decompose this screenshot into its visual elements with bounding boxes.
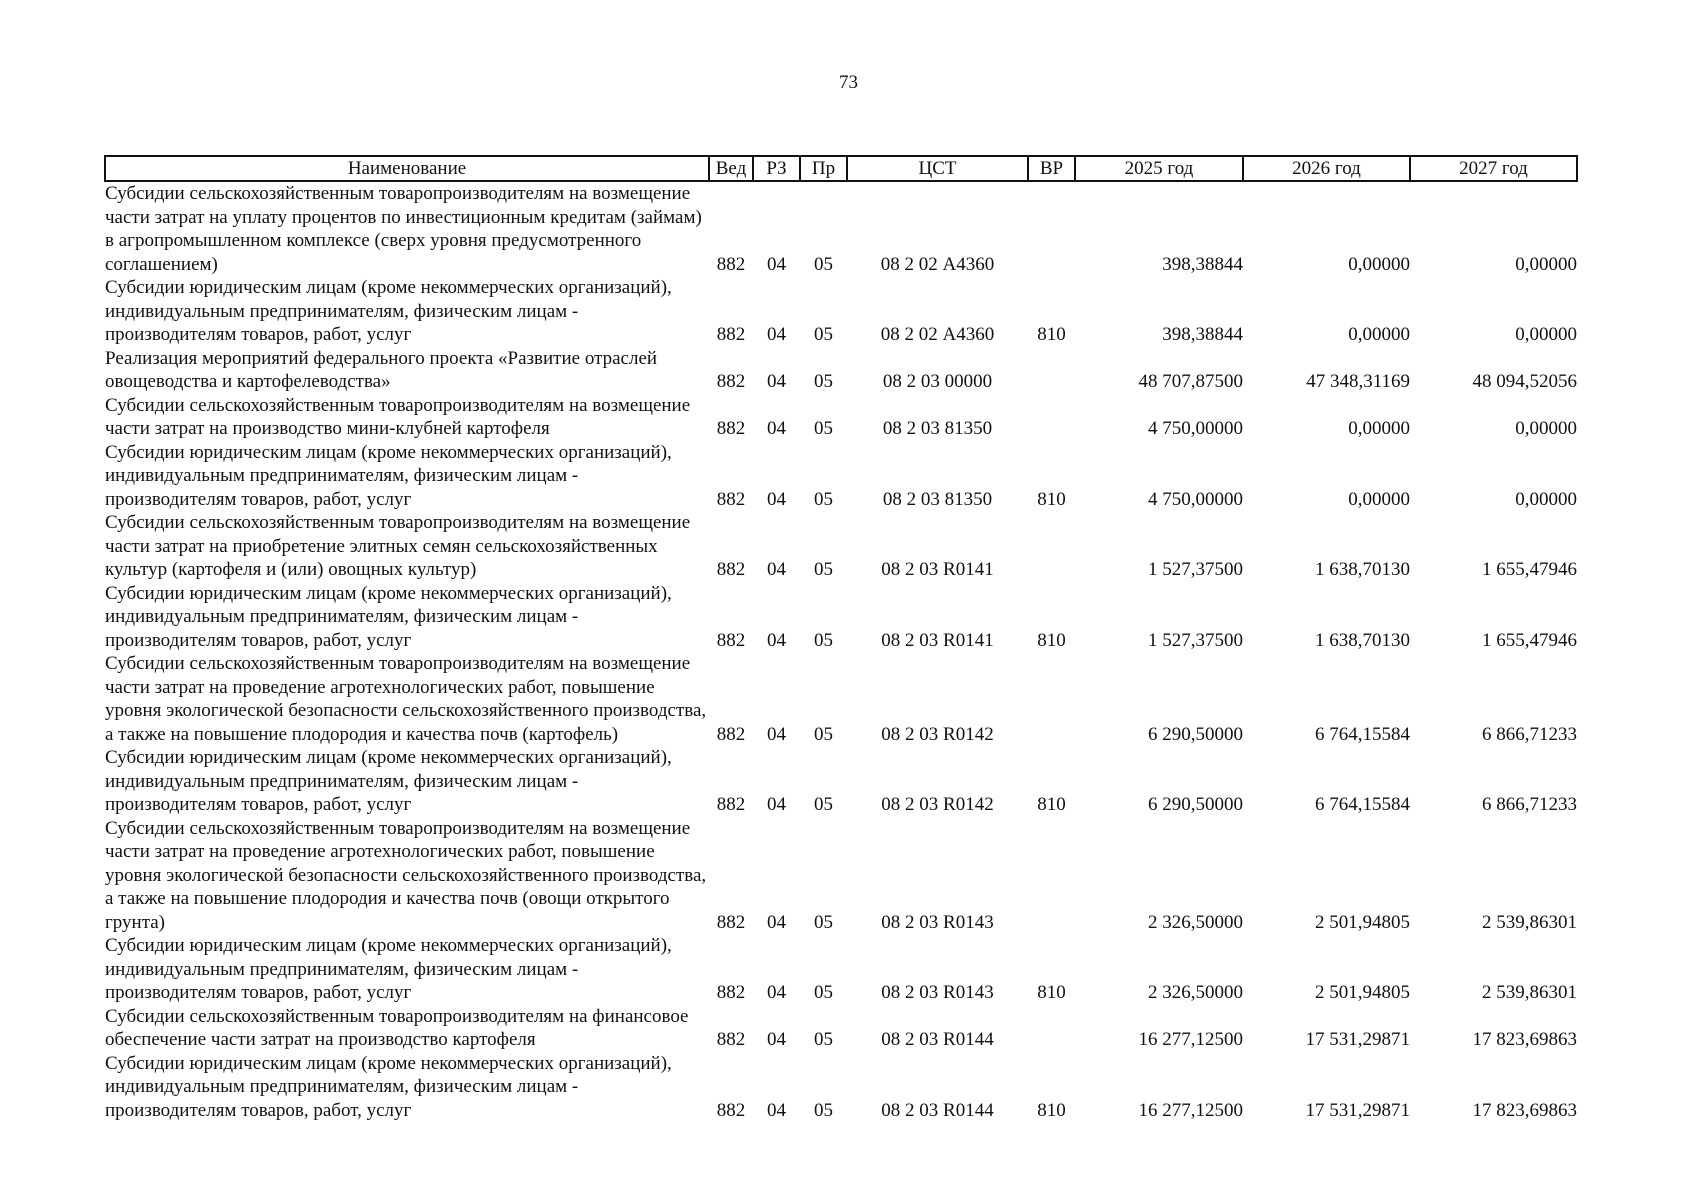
row-rz-cell: 04 [767,559,786,580]
row-2027-cell: 1 655,47946 [1482,629,1577,651]
table-row [105,441,1577,512]
row-2025-cell: 4 750,00000 [1148,418,1243,439]
row-pr-cell: 05 [814,794,833,815]
row-pr-cell: 05 [814,723,833,745]
header-2027: 2027 год [1410,156,1577,181]
table-row [105,347,1577,394]
row-name-cell: Субсидии сельскохозяйственным товаропроизводителям на возмещение части затрат на проведение агротехнологических работ, повышение уровня экологической безопасности сельскохозяйственного производства, а также на повышение плодородия и качества почв (картофель) [105,653,707,745]
row-2026-cell: 6 764,15584 [1315,723,1410,745]
row-2025-cell: 2 326,50000 [1148,911,1243,933]
row-rz-cell: 04 [767,629,786,651]
table-row [105,1005,1577,1052]
row-cst-cell: 08 2 03 R0144 [881,1099,994,1121]
row-ved-cell: 882 [716,723,746,745]
row-pr-cell: 05 [814,629,833,651]
table-row [105,394,1577,441]
row-ved-cell: 882 [716,418,746,439]
row-2025-cell: 6 290,50000 [1148,794,1243,815]
row-vr-cell [1028,347,1075,394]
page-number: 73 [839,72,858,93]
row-cst-cell: 08 2 03 R0143 [881,911,994,933]
table-row [105,1052,1577,1123]
row-2027-cell: 0,00000 [1515,418,1577,439]
row-ved-cell: 882 [716,488,746,510]
row-vr-cell [1028,394,1075,441]
row-name-cell: Субсидии юридическим лицам (кроме некоммерческих организаций), индивидуальным предпринимателям, физическим лицам - производителям товаров, работ, услуг [105,747,672,815]
row-ved-cell: 882 [716,629,746,651]
row-name-cell: Субсидии юридическим лицам (кроме некоммерческих организаций), индивидуальным предпринимателям, физическим лицам - производителям товаров, работ, услуг [105,441,672,510]
row-2027-cell: 1 655,47946 [1482,559,1577,580]
row-2027-cell: 0,00000 [1515,488,1577,510]
row-vr-cell: 810 [1037,982,1066,1003]
row-2026-cell: 2 501,94805 [1315,982,1410,1003]
header-cst: ЦСТ [847,156,1028,181]
row-pr-cell: 05 [814,982,833,1003]
row-ved-cell: 882 [716,794,746,815]
row-rz-cell: 04 [767,723,786,745]
row-2026-cell: 47 348,31169 [1306,371,1410,392]
row-name-cell: Субсидии юридическим лицам (кроме некоммерческих организаций), индивидуальным предпринимателям, физическим лицам - производителям товаров, работ, услуг [105,582,672,651]
table-row [105,276,1577,347]
row-name-cell: Субсидии сельскохозяйственным товаропроизводителям на возмещение части затрат на приобретение элитных семян сельскохозяйственных культур (картофеля и (или) овощных культур) [105,512,691,580]
row-rz-cell: 04 [767,418,786,439]
row-name-cell: Субсидии сельскохозяйственным товаропроизводителям на возмещение части затрат на уплату процентов по инвестиционным кредитам (займам) в агропромышленном комплексе (сверх уровня предусмотренного соглашением) [105,183,702,275]
row-ved-cell: 882 [716,1099,746,1121]
header-2025: 2025 год [1075,156,1243,181]
row-2025-cell: 4 750,00000 [1148,488,1243,510]
row-2027-cell: 6 866,71233 [1482,794,1577,815]
table-row [105,746,1577,817]
row-rz-cell: 04 [767,982,786,1003]
row-vr-cell [1028,181,1075,276]
row-pr-cell: 05 [814,488,833,510]
row-vr-cell [1028,817,1075,935]
row-name-cell: Реализация мероприятий федерального проекта «Развитие отраслей овощеводства и картофелеводства» [105,347,658,392]
table-row [105,511,1577,582]
row-2027-cell: 6 866,71233 [1482,723,1577,745]
row-ved-cell: 882 [716,253,746,275]
row-rz-cell: 04 [767,324,786,345]
row-cst-cell: 08 2 03 81350 [882,488,993,510]
row-ved-cell: 882 [716,1029,746,1050]
row-2025-cell: 16 277,12500 [1138,1029,1243,1050]
row-name-cell: Субсидии сельскохозяйственным товаропроизводителям на финансовое обеспечение части затрат на производство картофеля [105,1005,689,1050]
row-pr-cell: 05 [814,253,833,275]
row-name-cell: Субсидии юридическим лицам (кроме некоммерческих организаций), индивидуальным предпринимателям, физическим лицам - производителям товаров, работ, услуг [105,1052,672,1121]
table-row [105,181,1577,276]
row-2026-cell: 17 531,29871 [1305,1029,1410,1050]
row-ved-cell: 882 [716,911,746,933]
row-rz-cell: 04 [767,794,786,815]
row-2027-cell: 2 539,86301 [1482,911,1577,933]
table-row [105,582,1577,653]
row-2025-cell: 1 527,37500 [1148,629,1243,651]
row-2027-cell: 48 094,52056 [1472,371,1577,392]
row-ved-cell: 882 [716,371,746,392]
table-row [105,817,1577,935]
row-2026-cell: 0,00000 [1348,324,1410,345]
header-ved: Вед [709,156,753,181]
row-vr-cell [1028,652,1075,746]
row-name-cell: Субсидии юридическим лицам (кроме некоммерческих организаций), индивидуальным предпринимателям, физическим лицам - производителям товаров, работ, услуг [105,935,672,1003]
row-2027-cell: 17 823,69863 [1472,1029,1577,1050]
row-2027-cell: 0,00000 [1515,324,1577,345]
row-pr-cell: 05 [814,371,833,392]
table-body [105,181,1577,1122]
table-header-row [105,156,1577,181]
row-2027-cell: 17 823,69863 [1472,1099,1577,1121]
row-rz-cell: 04 [767,1029,786,1050]
header-2026: 2026 год [1243,156,1410,181]
row-ved-cell: 882 [716,559,746,580]
row-2025-cell: 1 527,37500 [1148,559,1243,580]
row-cst-cell: 08 2 03 81350 [882,418,993,439]
row-rz-cell: 04 [767,488,786,510]
row-2025-cell: 2 326,50000 [1148,982,1243,1003]
row-2026-cell: 17 531,29871 [1305,1099,1410,1121]
row-rz-cell: 04 [767,371,786,392]
row-cst-cell: 08 2 03 R0142 [881,723,994,745]
row-2026-cell: 1 638,70130 [1315,559,1410,580]
row-2026-cell: 6 764,15584 [1315,794,1410,815]
row-2025-cell: 48 707,87500 [1138,371,1243,392]
row-2025-cell: 398,38844 [1162,253,1243,275]
row-pr-cell: 05 [814,559,833,580]
row-pr-cell: 05 [814,1099,833,1121]
row-2025-cell: 398,38844 [1162,324,1243,345]
row-cst-cell: 08 2 03 R0144 [881,1029,994,1050]
header-pr: Пр [800,156,847,181]
row-2026-cell: 0,00000 [1348,253,1410,275]
row-vr-cell [1028,1005,1075,1052]
row-2026-cell: 2 501,94805 [1315,911,1410,933]
row-pr-cell: 05 [814,1029,833,1050]
row-rz-cell: 04 [767,911,786,933]
row-name-cell: Субсидии сельскохозяйственным товаропроизводителям на возмещение части затрат на производство мини-клубней картофеля [105,394,691,439]
row-2025-cell: 16 277,12500 [1138,1099,1243,1121]
row-vr-cell [1028,511,1075,582]
row-name-cell: Субсидии юридическим лицам (кроме некоммерческих организаций), индивидуальным предпринимателям, физическим лицам - производителям товаров, работ, услуг [105,277,672,345]
row-2026-cell: 1 638,70130 [1315,629,1410,651]
row-cst-cell: 08 2 03 R0141 [881,629,994,651]
row-cst-cell: 08 2 03 R0142 [881,794,994,815]
row-pr-cell: 05 [814,418,833,439]
header-name: Наименование [105,156,709,181]
row-cst-cell: 08 2 02 А4360 [880,253,995,275]
row-name-cell: Субсидии сельскохозяйственным товаропроизводителям на возмещение части затрат на проведение агротехнологических работ, повышение уровня экологической безопасности сельскохозяйственного производства, а также на повышение плодородия и качества почв (овощи открытого грунта) [105,817,707,933]
row-cst-cell: 08 2 03 R0141 [881,559,994,580]
row-vr-cell: 810 [1037,794,1066,815]
header-rz: РЗ [753,156,800,181]
row-cst-cell: 08 2 02 А4360 [880,324,995,345]
row-vr-cell: 810 [1037,324,1066,345]
table-row [105,652,1577,746]
table-row [105,934,1577,1005]
row-2027-cell: 0,00000 [1515,253,1577,275]
budget-table [104,155,1578,1122]
row-vr-cell: 810 [1037,629,1066,651]
row-vr-cell: 810 [1037,1099,1066,1121]
row-rz-cell: 04 [767,1099,786,1121]
row-pr-cell: 05 [814,324,833,345]
row-rz-cell: 04 [767,253,786,275]
row-cst-cell: 08 2 03 00000 [882,371,993,392]
header-vr: ВР [1028,156,1075,181]
row-pr-cell: 05 [814,911,833,933]
row-vr-cell: 810 [1037,488,1066,510]
row-ved-cell: 882 [716,982,746,1003]
row-2026-cell: 0,00000 [1348,418,1410,439]
row-cst-cell: 08 2 03 R0143 [881,982,994,1003]
row-2025-cell: 6 290,50000 [1148,723,1243,745]
row-ved-cell: 882 [716,324,746,345]
row-2027-cell: 2 539,86301 [1482,982,1577,1003]
row-2026-cell: 0,00000 [1348,488,1410,510]
